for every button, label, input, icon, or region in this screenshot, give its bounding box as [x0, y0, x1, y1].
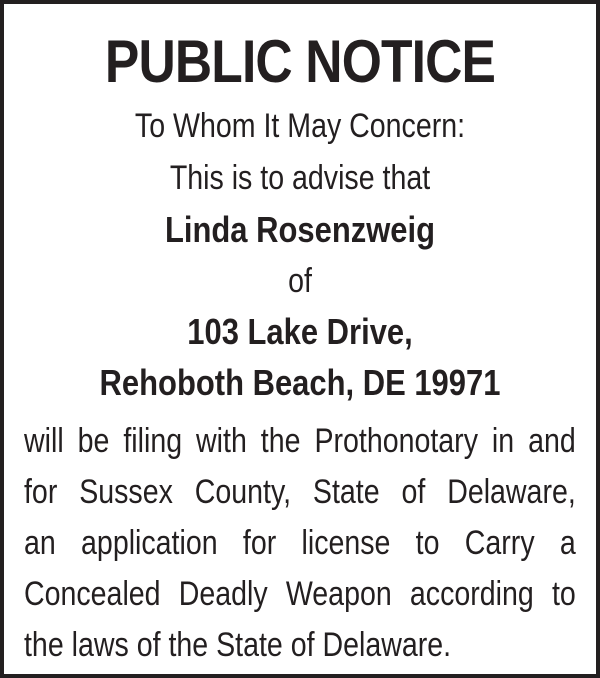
body-line: Concealed Deadly Weapon according to — [24, 575, 576, 613]
notice-body — [24, 416, 576, 671]
notice-title: PUBLIC NOTICE — [104, 28, 496, 95]
address-line-2: Rehoboth Beach, DE 19971 — [99, 362, 501, 403]
body-line: for Sussex County, State of Delaware, — [24, 473, 576, 511]
salutation: To Whom It May Concern: — [134, 107, 466, 145]
body-line: an application for license to Carry a — [24, 524, 576, 562]
address-line-1: 103 Lake Drive, — [187, 311, 413, 352]
body-line: the laws of the State of Delaware. — [24, 626, 452, 664]
of-connector: of — [288, 262, 312, 300]
body-line: will be filing with the Prothonotary in and — [24, 422, 576, 460]
applicant-name: Linda Rosenzweig — [164, 209, 436, 250]
advise-line: This is to advise that — [169, 159, 431, 197]
